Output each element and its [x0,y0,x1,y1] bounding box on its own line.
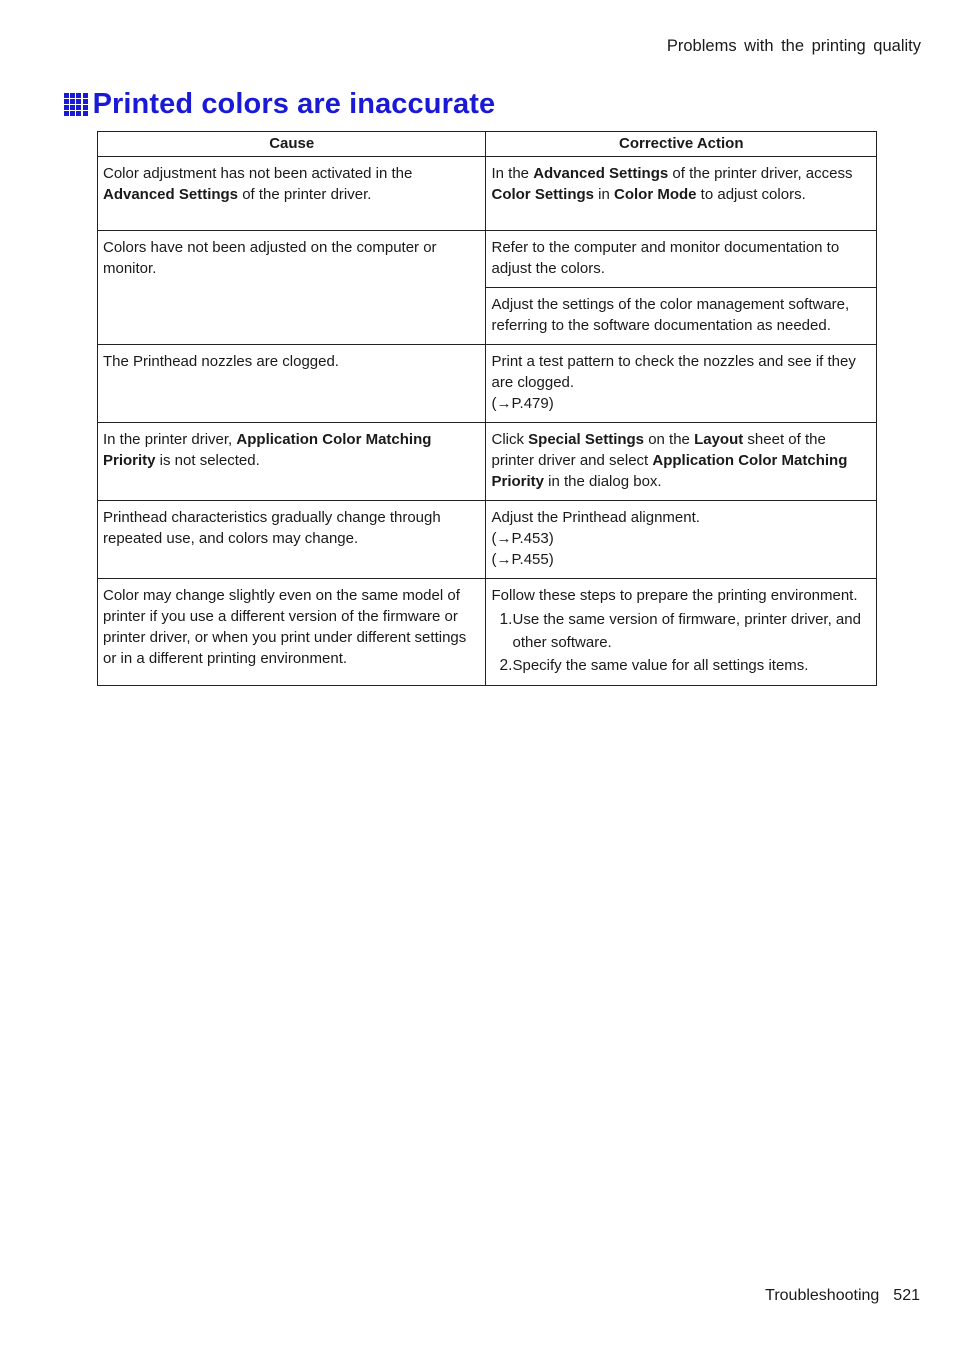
action-text: Adjust the Printhead alignment. [491,509,700,526]
action-text: Print a test pattern to check the nozzles and see if they are clogged. [491,353,856,391]
table-row [98,157,877,231]
cause-bold-term: Application Color Matching Priority [103,431,432,469]
cause-cell [98,157,486,231]
running-footer [765,1287,920,1305]
list-item [491,654,871,677]
cause-cell: Colors have not been adjusted on the computer or monitor. [98,231,486,345]
troubleshooting-table [97,131,877,686]
action-text: sheet of the printer driver and select [491,431,826,469]
action-text: to adjust colors. [696,186,806,203]
action-cell [486,579,877,686]
cause-bold-term: Advanced Settings [103,186,239,203]
page-reference: (→P.453) [491,530,554,547]
table-row [98,345,877,423]
action-text: on the [644,431,695,448]
action-cell: Adjust the settings of the color management software, referring to the software documentation as needed. [486,288,877,345]
cause-text: Color adjustment has not been activated in the [103,165,413,182]
steps-list [491,608,871,677]
table-row [98,501,877,579]
step-number: 2. [499,657,513,674]
cause-cell: Printhead characteristics gradually change through repeated use, and colors may change. [98,501,486,579]
action-text: of the printer driver, access [668,165,853,182]
page-number: 521 [893,1287,920,1304]
page-reference: (→P.479) [491,395,554,412]
column-header-corrective-action: Corrective Action [486,132,877,157]
table-row [98,579,877,686]
action-bold-term: Application Color Matching Priority [491,452,848,490]
grid-squares-icon [64,93,88,117]
page-reference: (→P.455) [491,551,554,568]
cause-text: In the printer driver, [103,431,237,448]
table-row [98,423,877,501]
action-bold-term: Color Mode [614,186,697,203]
table-header-row [98,132,877,157]
page-title-block [64,88,495,121]
footer-section: Troubleshooting [765,1287,880,1304]
action-cell [486,345,877,423]
step-number: 1. [499,611,513,628]
action-text: in [594,186,615,203]
action-bold-term: Advanced Settings [533,165,669,182]
cause-text: is not selected. [155,452,260,469]
cause-cell: Color may change slightly even on the same model of printer if you use a different version of the firmware or printer driver, or when you print under different settings or in a different printing environment. [98,579,486,686]
action-cell [486,501,877,579]
action-cell [486,423,877,501]
action-bold-term: Special Settings [528,431,645,448]
action-text: Click [491,431,529,448]
action-cell: Refer to the computer and monitor documentation to adjust the colors. [486,231,877,288]
step-text: Use the same version of firmware, printer driver, and other software. [512,611,861,651]
action-bold-term: Color Settings [491,186,594,203]
page-title: Printed colors are inaccurate [92,88,496,120]
cause-text: of the printer driver. [238,186,372,203]
action-bold-term: Layout [694,431,744,448]
action-text: In the [491,165,534,182]
action-cell [486,157,877,231]
cause-cell [98,423,486,501]
action-text: Follow these steps to prepare the printing environment. [491,587,858,604]
action-text: in the dialog box. [544,473,662,490]
cause-cell: The Printhead nozzles are clogged. [98,345,486,423]
table-row [98,231,877,288]
column-header-cause: Cause [98,132,486,157]
running-header: Problems with the printing quality [666,37,921,55]
step-text: Specify the same value for all settings items. [512,657,809,674]
list-item [491,608,871,654]
